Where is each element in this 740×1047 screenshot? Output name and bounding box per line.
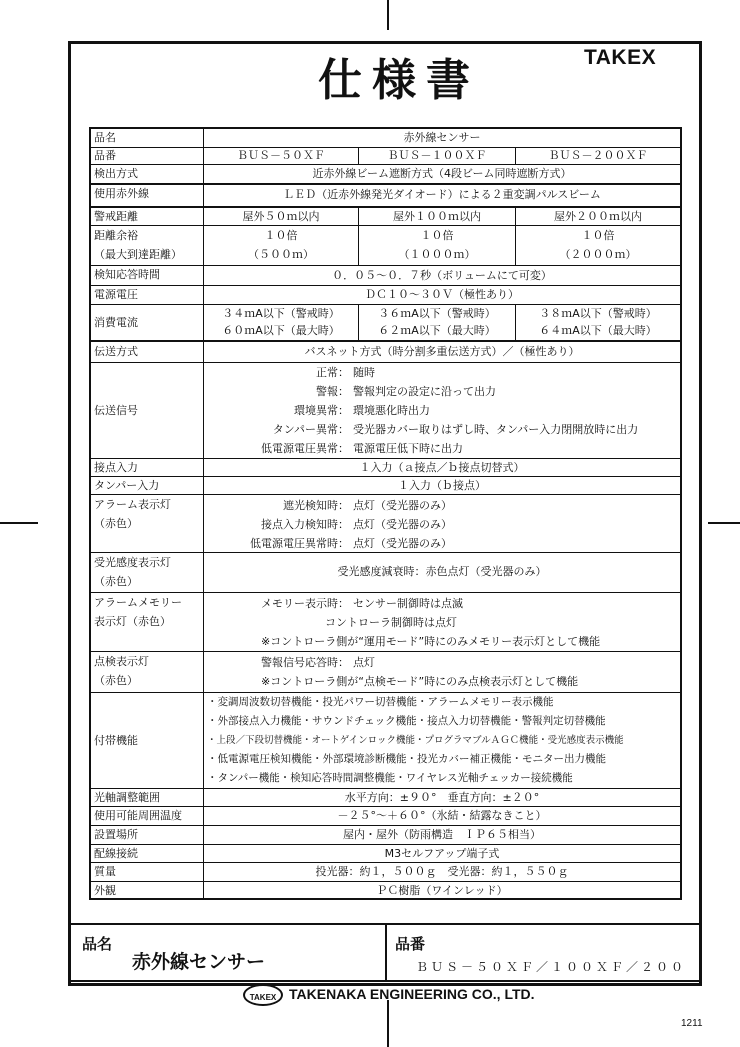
label: 検出方式 bbox=[91, 165, 204, 183]
value-line-1: ３８ｍA以下（警戒時） bbox=[539, 307, 657, 320]
signal-value: 環境悪化時出力 bbox=[353, 404, 430, 417]
row-outou bbox=[91, 266, 680, 286]
value: ０．０５～０．７秒（ボリュームにて可変） bbox=[332, 269, 552, 282]
footer-number-value: ＢＵＳ－５０ＸＦ／１００ＸＦ／２００ bbox=[416, 960, 687, 974]
lamp-value: 点灯（受光器のみ） bbox=[353, 537, 452, 550]
label: 使用可能周囲温度 bbox=[91, 807, 204, 825]
footer-block bbox=[68, 923, 702, 986]
value-line-2: ６０ｍA以下（最大時） bbox=[222, 324, 340, 337]
value: ＤＣ１０～３０Ｖ（極性あり） bbox=[365, 288, 519, 301]
value-line-2: ６４ｍA以下（最大時） bbox=[539, 324, 657, 337]
label-line-2: 表示灯（赤色） bbox=[94, 615, 171, 628]
label bbox=[91, 593, 204, 651]
memory-value-1: センサー制御時は点滅 bbox=[353, 597, 463, 610]
signal-key: 環境異常： bbox=[294, 404, 349, 417]
label-line-2: （赤色） bbox=[94, 575, 138, 588]
value-100: ＢＵＳ－１００ＸＦ bbox=[358, 148, 515, 164]
row-kenshutsu bbox=[91, 165, 680, 185]
row-basho bbox=[91, 826, 680, 845]
signal-key: 正常： bbox=[316, 366, 349, 379]
label-line-1: 距離余裕 bbox=[94, 229, 138, 242]
row-shitsuryou bbox=[91, 863, 680, 882]
brand-logo: TAKEX bbox=[584, 46, 657, 69]
value-line-2: （２０００ｍ） bbox=[559, 248, 637, 261]
label-line-2: （赤色） bbox=[94, 517, 138, 530]
label bbox=[91, 553, 204, 592]
signal-value: 随時 bbox=[353, 366, 375, 379]
row-haisen bbox=[91, 845, 680, 863]
footer-rule bbox=[68, 980, 702, 982]
cell-50 bbox=[204, 226, 358, 265]
value-line-1: １０倍 bbox=[420, 229, 454, 242]
crop-mark-top bbox=[387, 0, 389, 30]
row-keikai bbox=[91, 208, 680, 226]
signal-value: 警報判定の設定に沿って出力 bbox=[353, 385, 496, 398]
feature-line: ・外部接点入力機能・サウンドチェック機能・接点入力切替機能・警報判定切替機能 bbox=[207, 715, 606, 727]
label: 品番 bbox=[91, 148, 204, 164]
row-tamper bbox=[91, 477, 680, 495]
cell-50 bbox=[204, 305, 358, 340]
label-line-1: アラームメモリー bbox=[94, 596, 182, 609]
cell-100 bbox=[358, 305, 515, 340]
label: 電源電圧 bbox=[91, 286, 204, 304]
lamp-key: 低電源電圧異常時： bbox=[250, 537, 349, 550]
row-yoyu bbox=[91, 226, 680, 266]
value-line-1: ３４ｍA以下（警戒時） bbox=[222, 307, 340, 320]
label: 検知応答時間 bbox=[91, 266, 204, 285]
memory-value-2: コントローラ制御時は点灯 bbox=[325, 616, 457, 629]
value: M3セルフアップ端子式 bbox=[384, 847, 500, 860]
values bbox=[204, 305, 680, 340]
signal-key: タンパー異常： bbox=[272, 423, 349, 436]
crop-mark-bottom bbox=[387, 1000, 389, 1047]
signal-key: 低電源電圧異常： bbox=[261, 442, 349, 455]
value: バスネット方式（時分割多重伝送方式）／（極性あり） bbox=[304, 345, 580, 358]
row-gaikan bbox=[91, 882, 680, 900]
memory-note: ※コントローラ側が“運用モード”時にのみメモリー表示灯として機能 bbox=[261, 635, 601, 648]
company-name: TAKENAKA ENGINEERING CO., LTD. bbox=[289, 986, 535, 1002]
label: 設置場所 bbox=[91, 826, 204, 844]
label: 外観 bbox=[91, 882, 204, 900]
row-kouziku bbox=[91, 789, 680, 807]
cell-200 bbox=[515, 226, 680, 265]
footer-number-label: 品番 bbox=[395, 935, 426, 953]
lamp-key: 接点入力検知時： bbox=[261, 518, 349, 531]
values bbox=[204, 693, 680, 788]
cell-200 bbox=[515, 305, 680, 340]
crop-mark-right bbox=[708, 522, 740, 524]
row-densou-shingou bbox=[91, 363, 680, 459]
page-code: 1211 bbox=[681, 1018, 703, 1029]
values bbox=[204, 148, 680, 164]
feature-line: ・変調周波数切替機能・投光パワー切替機能・アラームメモリー表示機能 bbox=[207, 696, 554, 708]
signal-value: 受光器カバー取りはずし時、タンパー入力閉開放時に出力 bbox=[353, 423, 639, 436]
value-line-1: １０倍 bbox=[581, 229, 615, 242]
lamp-value: 点灯（受光器のみ） bbox=[353, 499, 452, 512]
value: 屋内・屋外（防雨構造 ＩＰ６５相当） bbox=[343, 828, 541, 841]
value-line-2: （１０００ｍ） bbox=[398, 248, 476, 261]
value: 受光感度減衰時：赤色点灯（受光器のみ） bbox=[337, 565, 547, 578]
value: 近赤外線ビーム遮断方式（4段ビーム同時遮断方式） bbox=[312, 167, 572, 180]
values bbox=[204, 363, 680, 458]
value-line-1: ３６ｍA以下（警戒時） bbox=[378, 307, 496, 320]
label: 伝送方式 bbox=[91, 342, 204, 362]
row-dengen bbox=[91, 286, 680, 305]
feature-line: ・低電源電圧検知機能・外部環境診断機能・投光カバー補正機能・モニター出力機能 bbox=[207, 753, 606, 765]
label-line-1: アラーム表示灯 bbox=[94, 498, 171, 511]
values bbox=[204, 652, 680, 692]
label: タンパー入力 bbox=[91, 477, 204, 494]
memory-key: メモリー表示時： bbox=[261, 597, 349, 610]
values bbox=[204, 593, 680, 651]
label bbox=[91, 495, 204, 552]
footer-name-value: 赤外線センサー bbox=[132, 951, 266, 973]
row-jukou-lamp bbox=[91, 553, 680, 593]
tenken-key: 警報信号応答時： bbox=[261, 656, 349, 669]
label: 配線接続 bbox=[91, 845, 204, 862]
row-tenken-lamp bbox=[91, 652, 680, 693]
label: 品名 bbox=[91, 129, 204, 147]
value-line-1: １０倍 bbox=[264, 229, 298, 242]
spec-table bbox=[89, 127, 682, 900]
tenken-value: 点灯 bbox=[353, 656, 375, 669]
value: １入力（ｂ接点） bbox=[398, 479, 486, 492]
label-line-1: 点検表示灯 bbox=[94, 655, 149, 668]
value: －２５°～＋６０°（氷結・結露なきこと） bbox=[337, 809, 547, 822]
label: 光軸調整範囲 bbox=[91, 789, 204, 806]
value-50: ＢＵＳ－５０ＸＦ bbox=[237, 149, 325, 162]
footer-divider bbox=[385, 925, 387, 980]
value-line-2: （５００ｍ） bbox=[248, 248, 314, 261]
row-hinmei bbox=[91, 129, 680, 148]
feature-line: ・上段／下段切替機能・オートゲインロック機能・プログラマブルＡＧＣ機能・受光感度表示機能 bbox=[207, 735, 624, 746]
value: ＰＣ樹脂（ワインレッド） bbox=[376, 884, 508, 897]
label-line-1: 受光感度表示灯 bbox=[94, 556, 171, 569]
row-alarm-lamp bbox=[91, 495, 680, 553]
cell-100 bbox=[358, 226, 515, 265]
value: ＬＥＤ（近赤外線発光ダイオード）による２重変調パルスビーム bbox=[283, 188, 601, 201]
label bbox=[91, 652, 204, 692]
lamp-value: 点灯（受光器のみ） bbox=[353, 518, 452, 531]
crop-mark-left bbox=[0, 522, 38, 524]
company-logo bbox=[243, 984, 283, 1006]
value-line-2: ６２ｍA以下（最大時） bbox=[378, 324, 496, 337]
signal-key: 警報： bbox=[316, 385, 349, 398]
label: 警戒距離 bbox=[91, 208, 204, 225]
value-200: ＢＵＳ－２００ＸＦ bbox=[515, 148, 680, 164]
label: 接点入力 bbox=[91, 459, 204, 476]
value: 赤外線センサー bbox=[403, 131, 481, 144]
label: 付帯機能 bbox=[91, 693, 204, 788]
row-setten bbox=[91, 459, 680, 477]
value-100: 屋外１００ｍ以内 bbox=[358, 208, 515, 225]
label-line-2: （赤色） bbox=[94, 674, 138, 687]
values bbox=[204, 495, 680, 552]
row-shohi bbox=[91, 305, 680, 342]
row-futai bbox=[91, 693, 680, 789]
page-title: 仕様書 bbox=[318, 55, 480, 106]
feature-line: ・タンパー機能・検知応答時間調整機能・ワイヤレス光軸チェッカー接続機能 bbox=[207, 772, 573, 784]
row-ondo bbox=[91, 807, 680, 826]
row-memory-lamp bbox=[91, 593, 680, 652]
label: 質量 bbox=[91, 863, 204, 881]
label: 消費電流 bbox=[91, 305, 204, 340]
value: 水平方向：±９０° 垂直方向：±２０° bbox=[344, 791, 540, 804]
label: 伝送信号 bbox=[91, 363, 204, 458]
signal-value: 電源電圧低下時に出力 bbox=[353, 442, 463, 455]
company-logo-text: TAKEX bbox=[249, 993, 277, 1002]
row-hinban bbox=[91, 148, 680, 165]
value-200: 屋外２００ｍ以内 bbox=[515, 208, 680, 225]
values bbox=[204, 208, 680, 225]
row-densou-houshiki bbox=[91, 342, 680, 363]
value: 投光器：約１，５００ｇ 受光器：約１，５５０ｇ bbox=[315, 865, 569, 878]
tenken-note: ※コントローラ側が“点検モード”時にのみ点検表示灯として機能 bbox=[261, 675, 579, 688]
label bbox=[91, 226, 204, 265]
values bbox=[204, 226, 680, 265]
value: １入力（ａ接点／ｂ接点切替式） bbox=[359, 461, 525, 474]
label-line-2: （最大到達距離） bbox=[94, 248, 182, 261]
value-50: 屋外５０ｍ以内 bbox=[242, 210, 320, 223]
lamp-key: 遮光検知時： bbox=[283, 499, 349, 512]
label: 使用赤外線 bbox=[91, 185, 204, 206]
row-sekigaisen bbox=[91, 185, 680, 208]
footer-name-label: 品名 bbox=[82, 935, 113, 953]
